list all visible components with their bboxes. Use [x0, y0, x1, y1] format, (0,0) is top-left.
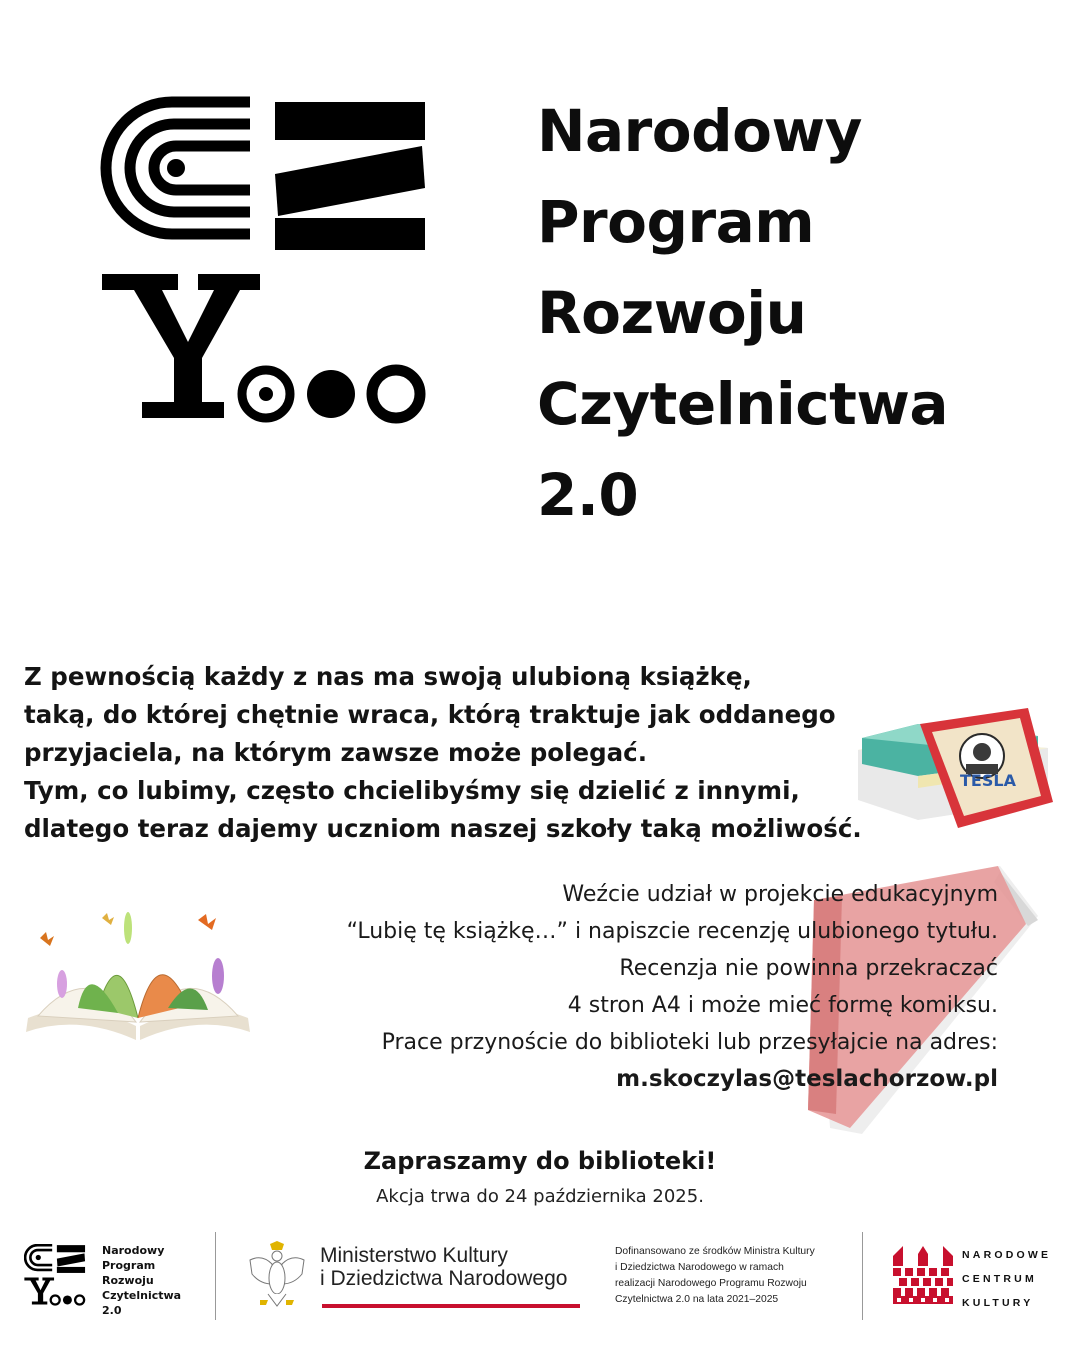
- details-line: Recenzja nie powinna przekraczać: [619, 956, 998, 981]
- footer-program-line: Narodowy: [102, 1244, 165, 1257]
- program-title-line: Program: [537, 188, 815, 256]
- ministry-line: Ministerstwo Kultury: [320, 1244, 508, 1267]
- ministry-underline: [322, 1304, 580, 1308]
- tesla-books-illustration-icon: [848, 700, 1058, 845]
- email-address[interactable]: m.skoczylas@teslachorzow.pl: [616, 1066, 998, 1092]
- czytelnictwo-logo-icon: [100, 96, 430, 426]
- ministry-line: i Dziedzictwa Narodowego: [320, 1267, 568, 1290]
- program-title-line: Narodowy: [537, 97, 862, 165]
- deadline-text: Akcja trwa do 24 października 2025.: [376, 1186, 704, 1207]
- details-line: 4 stron A4 i może mieć formę komiksu.: [567, 993, 998, 1018]
- nck-logo-icon: [893, 1246, 953, 1304]
- cofund-line: realizacji Narodowego Programu Rozwoju: [615, 1278, 807, 1289]
- program-title-line: 2.0: [537, 461, 639, 529]
- footer-program-line: Rozwoju: [102, 1274, 154, 1287]
- tesla-logo-text: TESLA: [960, 771, 1016, 790]
- details-line: Weźcie udział w projekcie edukacyjnym: [562, 882, 998, 907]
- footer-program-line: Czytelnictwa: [102, 1289, 182, 1302]
- program-title-line: Rozwoju: [537, 279, 807, 347]
- program-title: [537, 86, 948, 541]
- nck-line: KULTURY: [962, 1297, 1034, 1309]
- footer-divider: [215, 1232, 216, 1320]
- cofund-line: i Dziedzictwa Narodowego w ramach: [615, 1262, 784, 1273]
- nck-name: [962, 1243, 1051, 1315]
- footer-program-line: Program: [102, 1259, 156, 1272]
- intro-line: taką, do której chętnie wraca, którą traktuje jak oddanego: [24, 700, 836, 729]
- intro-line: Tym, co lubimy, często chcielibyśmy się dzielić z innymi,: [24, 776, 800, 805]
- ministry-name: [320, 1244, 567, 1290]
- nck-line: NARODOWE: [962, 1249, 1052, 1261]
- footer-czytelnictwo-logo-icon: [24, 1244, 86, 1306]
- intro-line: dlatego teraz dajemy uczniom naszej szkoły taką możliwość.: [24, 814, 862, 843]
- nck-line: CENTRUM: [962, 1273, 1037, 1285]
- cofund-line: Czytelnictwa 2.0 na lata 2021–2025: [615, 1294, 779, 1305]
- program-title-line: Czytelnictwa: [537, 370, 949, 438]
- invite-heading: Zapraszamy do biblioteki!: [363, 1147, 717, 1175]
- cofunding-note: [615, 1244, 815, 1308]
- footer-program-line: 2.0: [102, 1304, 122, 1317]
- details-line: “Lubię tę książkę…” i napiszcie recenzję ulubionego tytułu.: [346, 919, 998, 944]
- footer-program-name: [102, 1243, 181, 1318]
- details-line: Prace przynoście do biblioteki lub przesyłajcie na adres:: [381, 1030, 998, 1055]
- intro-paragraph: [24, 658, 944, 848]
- intro-line: przyjaciela, na którym zawsze może polegać.: [24, 738, 648, 767]
- footer-divider: [862, 1232, 863, 1320]
- cofund-line: Dofinansowano ze środków Ministra Kultury: [615, 1246, 815, 1257]
- polish-eagle-icon: [248, 1240, 306, 1312]
- details-paragraph: [238, 876, 998, 1098]
- intro-line: Z pewnością każdy z nas ma swoją ulubioną książkę,: [24, 662, 752, 691]
- open-book-flowers-illustration-icon: [18, 898, 258, 1058]
